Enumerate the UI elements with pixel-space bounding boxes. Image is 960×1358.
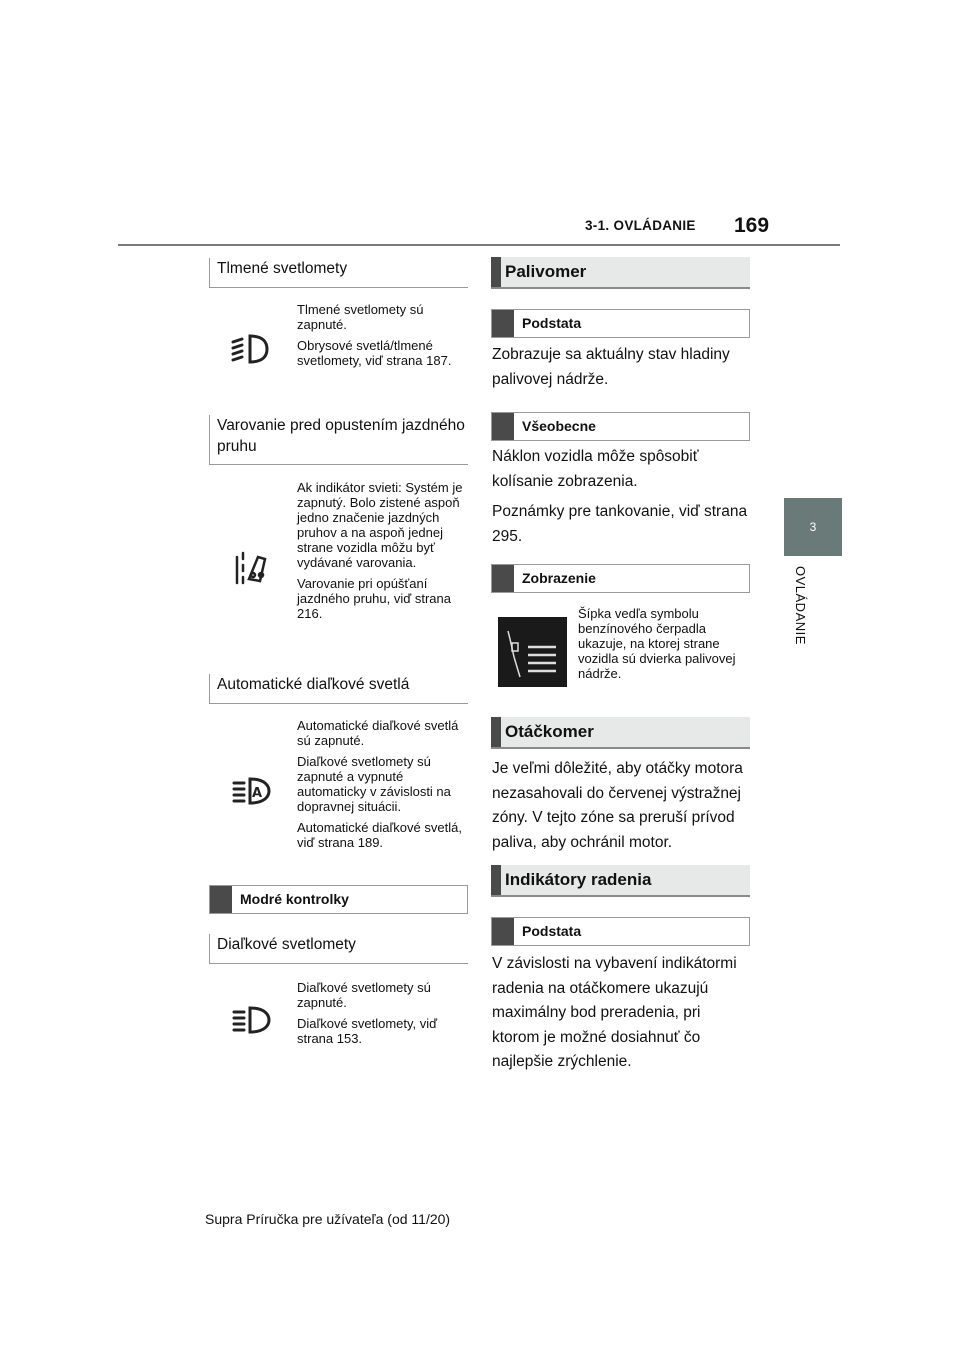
chapter-tab: 3 (784, 498, 842, 556)
shift-principle-header (491, 917, 750, 946)
auto-high-heading (209, 674, 468, 704)
high-beam-heading (209, 934, 468, 964)
chapter-tab-label: OVLÁDANIE (793, 566, 808, 645)
fuel-general-text (492, 445, 750, 555)
auto-high-line-2: Diaľkové svetlomety sú zapnuté a vypnuté automaticky v závislosti na dopravnej situácii. (297, 754, 451, 814)
fuel-display-paragraph: Šípka vedľa symbolu benzínového čerpadla ukazuje, na ktorej strane vozidla sú dvierka palivovej nádrže. (578, 606, 736, 681)
high-line-2: Diaľkové svetlomety, viď strana 153. (297, 1016, 438, 1046)
high-beam-icon (232, 1005, 272, 1035)
dipped-beam-title: Tlmené svetlomety (217, 260, 348, 277)
auto-high-line-1: Automatické diaľkové svetlá sú zapnuté. (297, 718, 459, 748)
blue-indicators-title: Modré kontrolky (240, 891, 349, 907)
fuel-general-header (491, 412, 750, 441)
fuel-principle-label: Podstata (522, 315, 582, 331)
tachometer-paragraph: Je veľmi dôležité, aby otáčky motora nezasahovali do červenej výstražnej zóny. V tejto zóne sa preruší prívod paliva, aby ochránil motor. (492, 760, 743, 851)
dipped-line-1: Tlmené svetlomety sú zapnuté. (297, 302, 424, 332)
lane-departure-icon (234, 549, 268, 585)
auto-high-line-3: Automatické diaľkové svetlá, viď strana 189. (297, 820, 462, 850)
lane-warning-title: Varovanie pred opustením jazdného pruhu (217, 417, 465, 455)
fuel-principle-paragraph: Zobrazuje sa aktuálny stav hladiny palivovej nádrže. (492, 346, 730, 388)
high-beam-title: Diaľkové svetlomety (217, 936, 356, 953)
low-beam-icon (230, 333, 270, 367)
fuel-display-label: Zobrazenie (522, 570, 596, 586)
shift-principle-label: Podstata (522, 923, 582, 939)
fuel-display-description (578, 606, 746, 687)
shift-indicator-text (492, 952, 750, 1081)
lane-warning-description (297, 480, 465, 627)
auto-high-description (297, 718, 465, 856)
page-number: 169 (734, 214, 770, 237)
svg-text:A: A (252, 786, 263, 801)
dipped-line-2: Obrysové svetlá/tlmené svetlomety, viď strana 187. (297, 338, 452, 368)
shift-indicator-paragraph: V závislosti na vybavení indikátormi radenia na otáčkomere ukazujú maximálny bod preradenia, pri ktorom je možné dosiahnuť čo najlepšie zrýchlenie. (492, 955, 737, 1070)
header-divider (118, 244, 840, 246)
fuel-general-line-2: Poznámky pre tankovanie, viď strana 295. (492, 503, 748, 545)
fuel-general-line-1: Náklon vozidla môže spôsobiť kolísanie zobrazenia. (492, 448, 699, 490)
fuel-principle-header (491, 309, 750, 338)
footer-text: Supra Príručka pre užívateľa (od 11/20) (205, 1211, 451, 1227)
blue-indicators-header (209, 885, 468, 914)
high-beam-description (297, 980, 465, 1052)
shift-indicator-header (491, 865, 750, 897)
fuel-principle-text (492, 343, 750, 398)
lane-warning-heading (209, 415, 468, 465)
tachometer-header (491, 717, 750, 749)
fuel-general-label: Všeobecne (522, 418, 596, 434)
tachometer-text (492, 757, 750, 861)
fuel-gauge-header (491, 257, 750, 289)
high-line-1: Diaľkové svetlomety sú zapnuté. (297, 980, 431, 1010)
fuel-gauge-title: Palivomer (505, 262, 587, 281)
lane-line-1: Ak indikátor svieti: Systém je zapnutý. Bolo zistené aspoň jedno značenie jazdných pruhov a na aspoň jednej strane vozidla môžu byť vydávané varovania. (297, 480, 463, 570)
fuel-display-header (491, 564, 750, 593)
fuel-gauge-display-icon (498, 617, 567, 687)
auto-high-title: Automatické diaľkové svetlá (217, 676, 410, 693)
dipped-beam-heading (209, 258, 468, 288)
tachometer-title: Otáčkomer (505, 722, 594, 741)
dipped-beam-description (297, 302, 462, 374)
section-title: 3-1. OVLÁDANIE (585, 218, 696, 233)
lane-line-2: Varovanie pri opúšťaní jazdného pruhu, viď strana 216. (297, 576, 451, 621)
auto-high-beam-icon (232, 776, 272, 806)
shift-indicator-title: Indikátory radenia (505, 870, 652, 889)
